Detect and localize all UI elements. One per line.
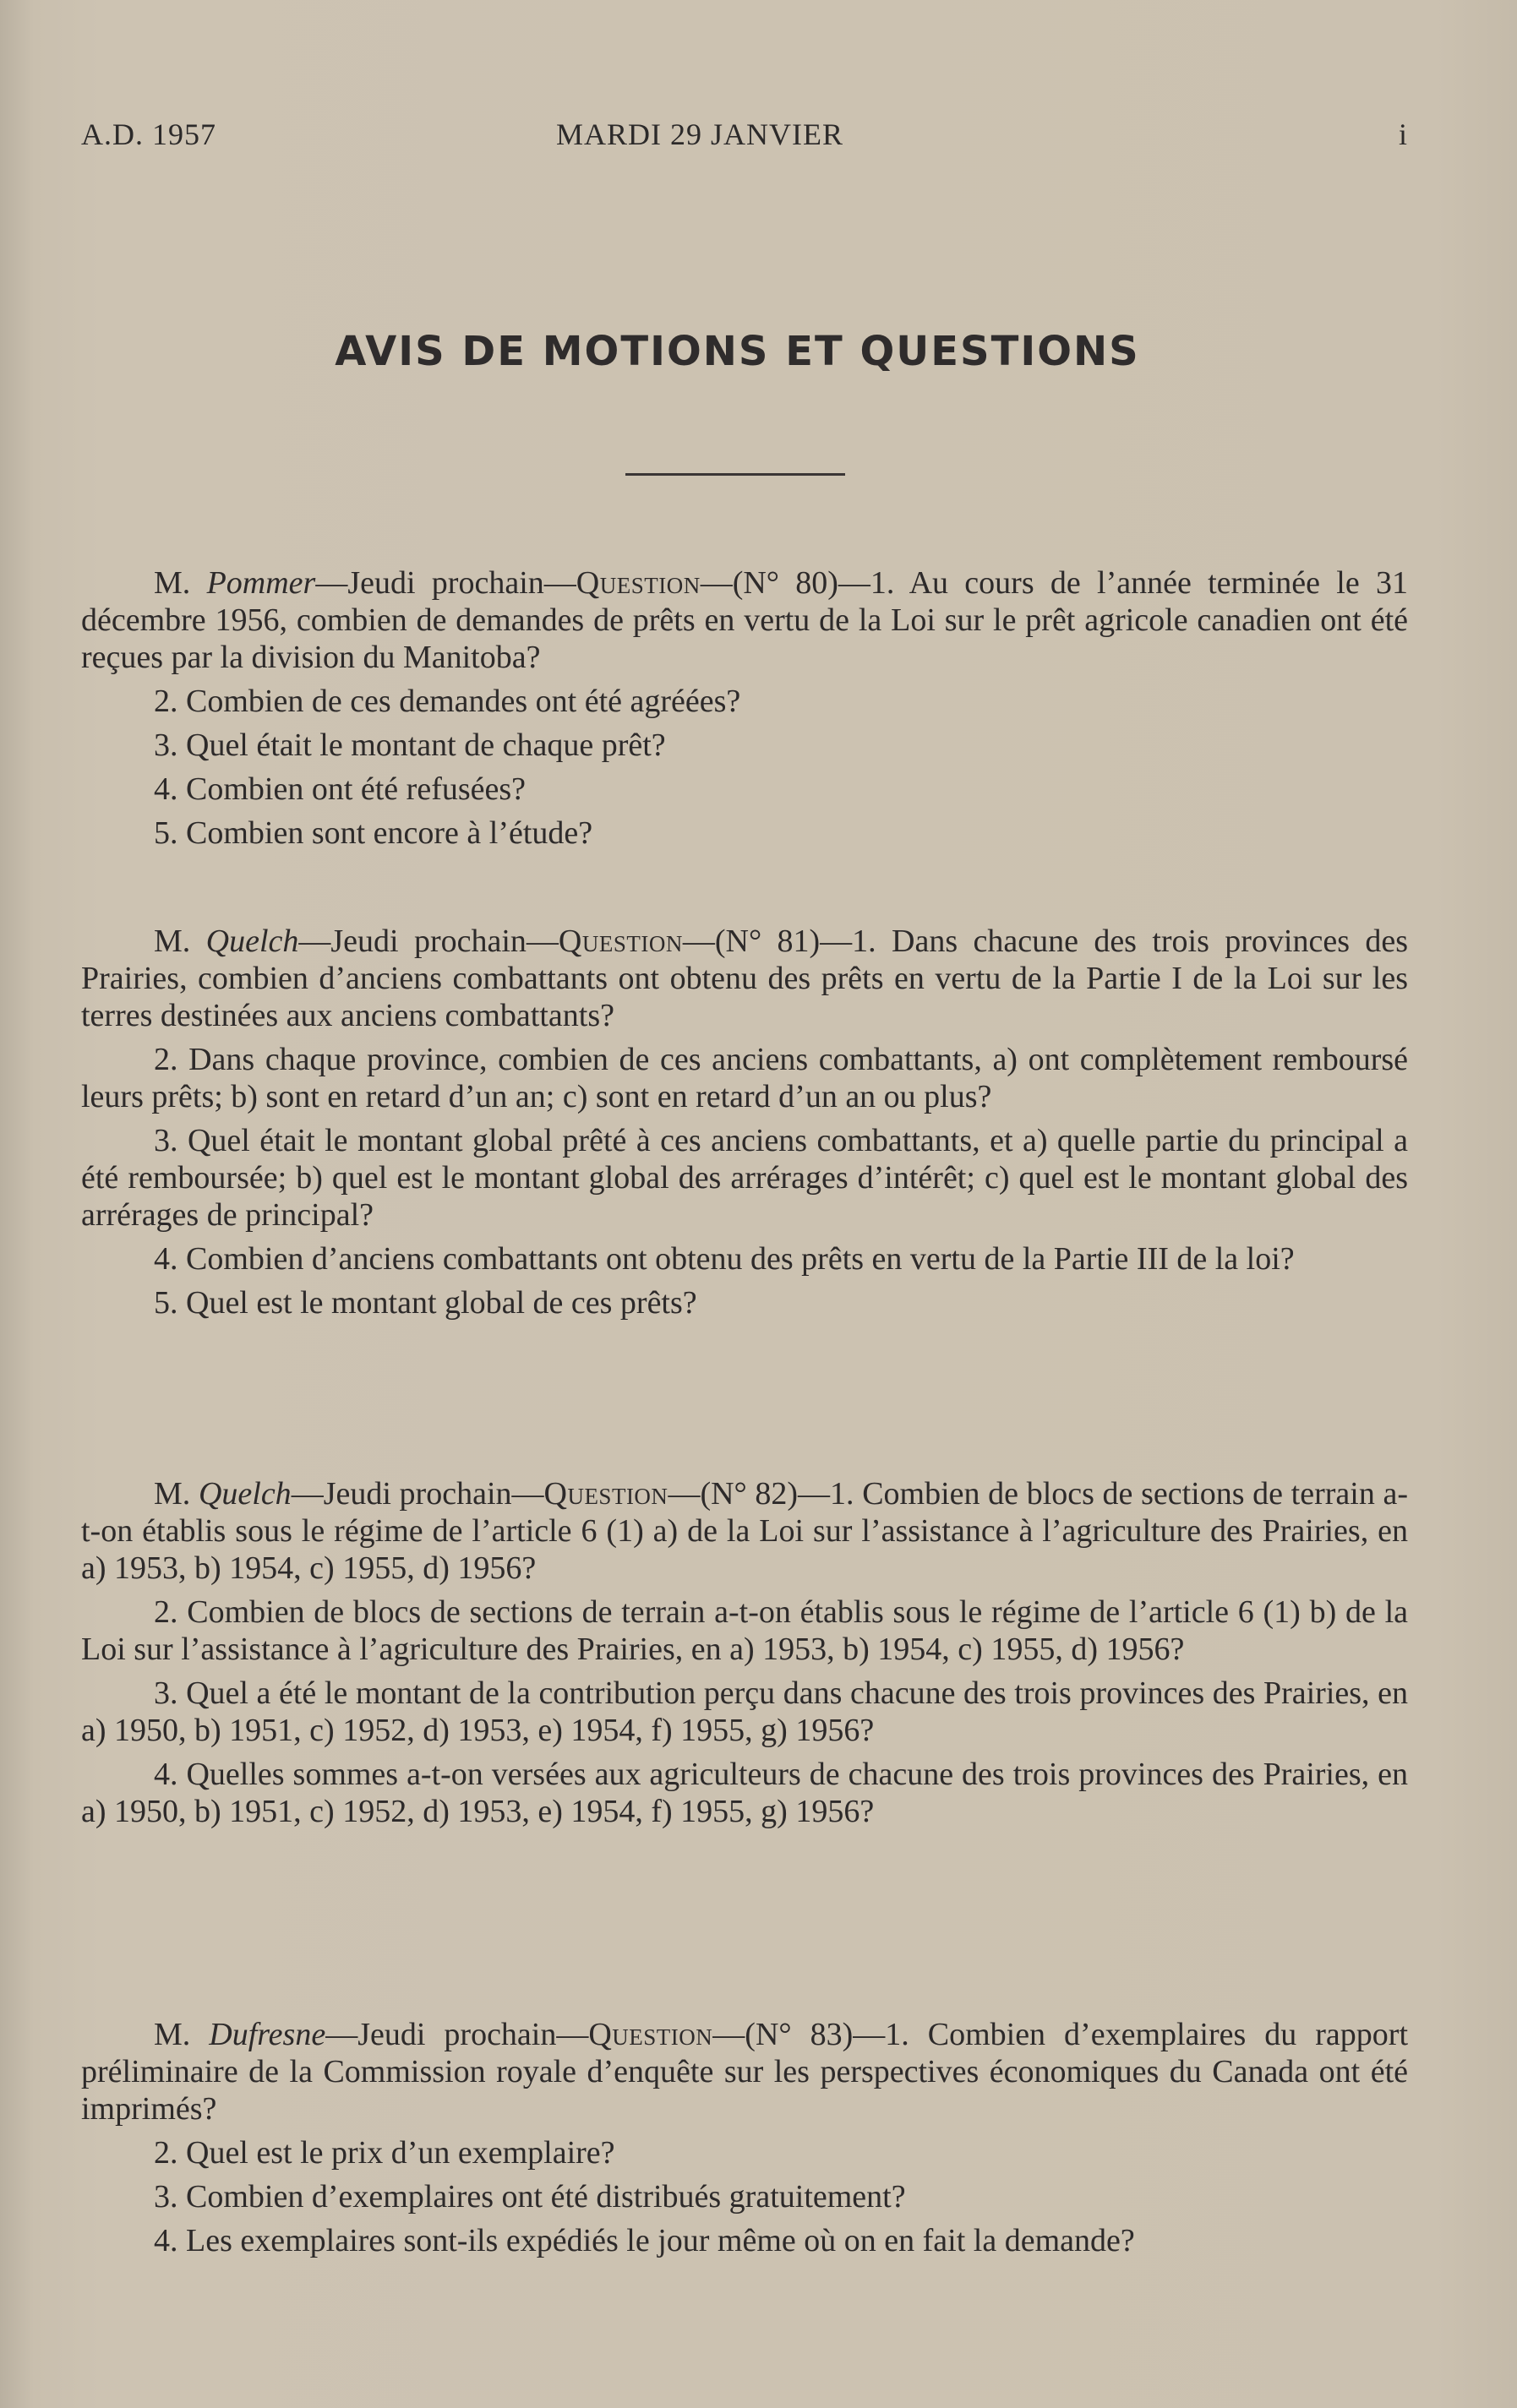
sub-question: 2. Combien de blocs de sections de terrain a-t-on établis sous le régime de l’article 6 (1) b) de la Loi sur l’assistance à l’agriculture des Prairies, en a) 1953, b) 1954, c) 1955, d) 1956?: [81, 1594, 1408, 1667]
intro-mid: —Jeudi prochain—: [291, 1476, 544, 1512]
member-prefix: M.: [154, 923, 206, 959]
page-title: AVIS DE MOTIONS ET QUESTIONS: [335, 328, 1140, 375]
question-word: Question: [576, 565, 701, 601]
page-header: [81, 117, 1408, 159]
title-divider: [625, 473, 845, 476]
intro-mid: —Jeudi prochain—: [298, 923, 559, 959]
question-intro: [81, 564, 1408, 676]
member-name: Pommer: [206, 565, 316, 601]
question-intro: [81, 923, 1408, 1034]
question-intro: [81, 1475, 1408, 1587]
member-name: Quelch: [198, 1476, 292, 1512]
question-block: [81, 564, 1408, 852]
question-block: [81, 1475, 1408, 1830]
header-page-number: i: [1398, 117, 1408, 151]
question-intro: [81, 2016, 1408, 2127]
sub-question: 5. Quel est le montant global de ces prêts?: [154, 1285, 697, 1321]
sub-question: 2. Combien de ces demandes ont été agréées?: [154, 684, 741, 719]
intro-mid: —Jeudi prochain—: [325, 2017, 589, 2052]
sub-question: 4. Quelles sommes a-t-on versées aux agriculteurs de chacune des trois provinces des Prairies, en a) 1950, b) 1951, c) 1952, d) 1953, e) 1954, f) 1955, g) 1956?: [81, 1757, 1408, 1829]
question-word: Question: [588, 2017, 713, 2052]
intro-mid: —Jeudi prochain—: [315, 565, 576, 601]
question-word: Question: [558, 923, 683, 959]
question-text: —(N° 81)—1. Dans chacune des trois provinces des Prairies, combien d’anciens combattants ont obtenu des prêts en vertu de la Partie I de la Loi sur les terres destinées aux anciens combattants?: [81, 923, 1409, 1033]
member-prefix: M.: [154, 565, 207, 601]
sub-question: 3. Combien d’exemplaires ont été distribués gratuitement?: [154, 2179, 906, 2215]
question-text: —(N° 82)—1. Combien de blocs de sections de terrain a-t-on établis sous le régime de l’article 6 (1) a) de la Loi sur l’assistance à l’agriculture des Prairies, en a) 1953, b) 1954, c) 1955, d) 1956?: [81, 1476, 1409, 1586]
sub-question: 4. Combien ont été refusées?: [154, 771, 527, 807]
member-prefix: M.: [154, 2017, 210, 2052]
question-word: Question: [543, 1476, 668, 1512]
sub-question: 3. Quel a été le montant de la contribution perçu dans chacune des trois provinces des Prairies, en a) 1950, b) 1951, c) 1952, d) 1953, e) 1954, f) 1955, g) 1956?: [81, 1675, 1408, 1748]
member-name: Quelch: [205, 923, 299, 959]
header-year: A.D. 1957: [81, 117, 216, 151]
member-name: Dufresne: [209, 2017, 326, 2052]
sub-question: 3. Quel était le montant global prêté à ces anciens combattants, et a) quelle partie du principal a été remboursée; b) quel est le montant global des arrérages d’intérêt; c) quel est le montant global des arrérages de principal?: [81, 1123, 1408, 1233]
sub-question: 2. Dans chaque province, combien de ces anciens combattants, a) ont complètement remboursé leurs prêts; b) sont en retard d’un an; c) sont en retard d’un an ou plus?: [81, 1042, 1408, 1114]
member-prefix: M.: [154, 1476, 199, 1512]
sub-question: 4. Les exemplaires sont-ils expédiés le jour même où on en fait la demande?: [154, 2223, 1135, 2258]
sub-question: 2. Quel est le prix d’un exemplaire?: [154, 2135, 615, 2171]
question-block: [81, 923, 1408, 1321]
question-text: —(N° 80)—1. Au cours de l’année terminée le 31 décembre 1956, combien de demandes de prêts en vertu de la Loi sur le prêt agricole canadien ont été reçues par la division du Manitoba?: [81, 565, 1408, 675]
question-block: [81, 2016, 1408, 2259]
sub-question: 4. Combien d’anciens combattants ont obtenu des prêts en vertu de la Partie III de la loi?: [154, 1241, 1295, 1277]
sub-question: 3. Quel était le montant de chaque prêt?: [154, 727, 666, 763]
question-text: —(N° 83)—1. Combien d’exemplaires du rapport préliminaire de la Commission royale d’enquête sur les perspectives économiques du Canada ont été imprimés?: [81, 2017, 1409, 2127]
header-date: MARDI 29 JANVIER: [556, 117, 843, 151]
sub-question: 5. Combien sont encore à l’étude?: [154, 815, 593, 851]
